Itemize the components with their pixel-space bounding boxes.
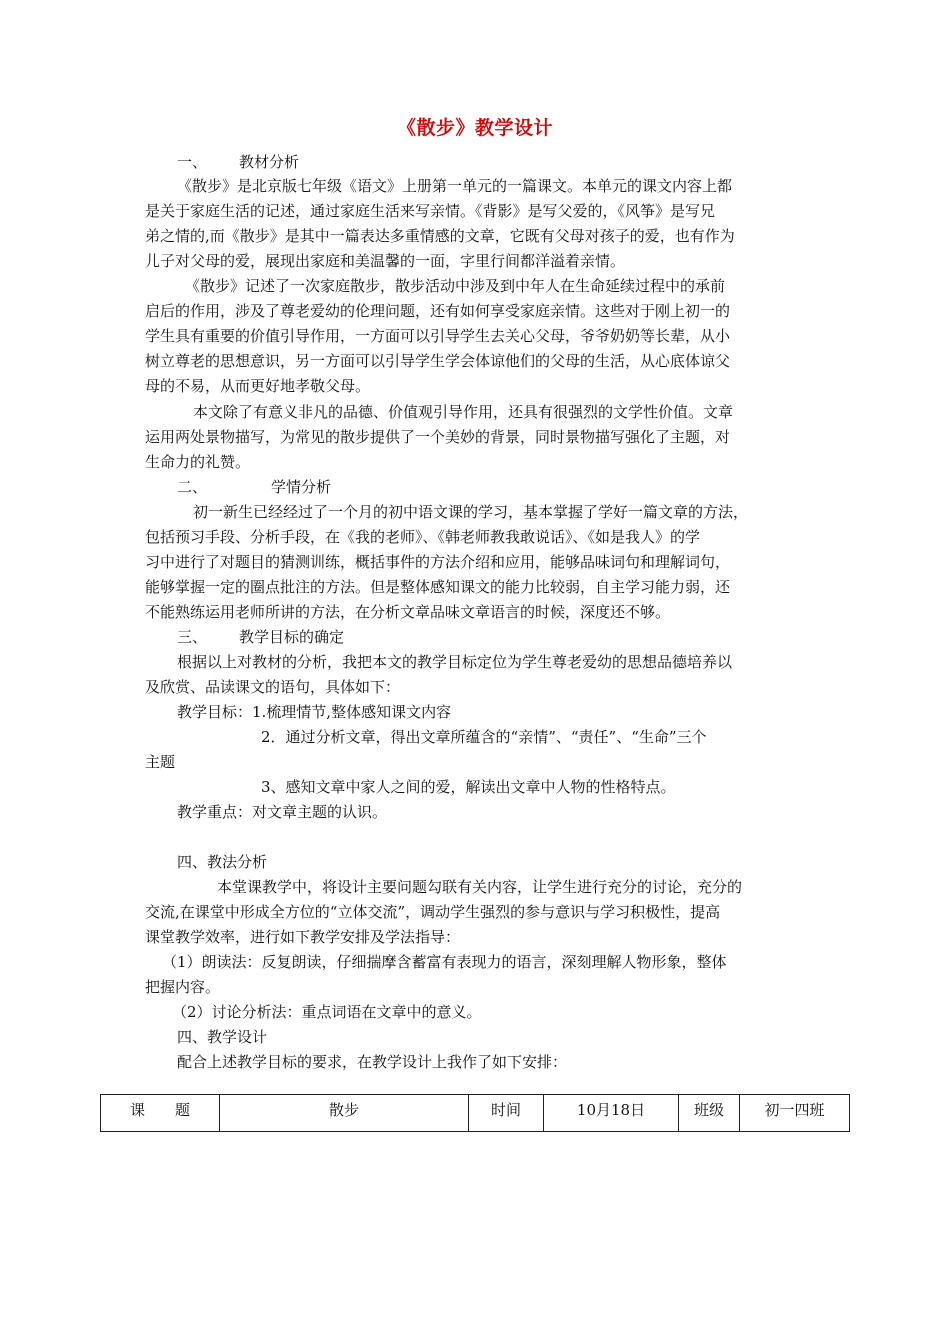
section-title: 教材分析 xyxy=(239,153,300,171)
table-cell-value: 散步 xyxy=(220,1095,469,1132)
paragraph-line: 初一新生已经经过了一个月的初中语文课的学习，基本掌握了学好一篇文章的方法， xyxy=(193,503,749,521)
paragraph-line: 能够掌握一定的圈点批注的方法。但是整体感知课文的能力比较弱，自主学习能力弱，还 xyxy=(145,578,731,596)
paragraph-line: 是关于家庭生活的记述，通过家庭生活来写亲情。《背影》是写父爱的，《风筝》是写兄 xyxy=(145,202,716,220)
method-item-1-cont: 把握内容。 xyxy=(145,978,221,996)
paragraph-line: 本堂课教学中，将设计主要问题勾联有关内容，让学生进行充分的讨论，充分的 xyxy=(217,878,743,896)
section-title: 教学目标的确定 xyxy=(239,628,345,646)
paragraph-line: 包括预习手段、分析手段，在《我的老师》、《韩老师教我敢说话》、《如是我人》的学 xyxy=(145,528,701,546)
section-heading-5: 四、教学设计 xyxy=(177,1028,268,1046)
section-heading-2 xyxy=(177,475,331,499)
paragraph-line: 学生具有重要的价值引导作用，一方面可以引导学生去关心父母，爷爷奶奶等长辈，从小 xyxy=(145,327,731,345)
paragraph-line: 母的不易，从而更好地孝敬父母。 xyxy=(145,377,371,395)
key-point: 教学重点：对文章主题的认识。 xyxy=(177,803,388,821)
section-number: 一、 xyxy=(177,153,208,171)
paragraph-line: 运用两处景物描写，为常见的散步提供了一个美妙的背景，同时景物描写强化了主题，对 xyxy=(145,428,731,446)
table-cell-label: 时间 xyxy=(469,1095,544,1132)
table-cell-label: 班级 xyxy=(679,1095,740,1132)
table-row xyxy=(101,1095,850,1132)
paragraph-line: 交流,在课堂中形成全方位的“立体交流”，调动学生强烈的参与意识与学习积极性，提高 xyxy=(145,903,721,921)
paragraph-line: 不能熟练运用老师所讲的方法，在分析文章品味文章语言的时候，深度还不够。 xyxy=(145,603,671,621)
lesson-info-table xyxy=(100,1094,850,1132)
goal-item-2: 2．通过分析文章，得出文章所蕴含的“亲情”、“责任”、“生命”三个 xyxy=(261,728,707,746)
paragraph-line: 启后的作用，涉及了尊老爱幼的伦理问题，还有如何享受家庭亲情。这些对于刚上初一的 xyxy=(145,302,731,320)
paragraph-line: 《散步》记述了一次家庭散步，散步活动中涉及到中年人在生命延续过程中的承前 xyxy=(185,277,726,295)
method-item-1: （1）朗读法：反复朗读，仔细揣摩含蓄富有表现力的语言，深刻理解人物形象，整体 xyxy=(162,953,727,971)
goal-item-2-cont: 主题 xyxy=(145,753,176,771)
section-heading-1 xyxy=(177,150,299,174)
goal-item-3: 3、感知文章中家人之间的爱，解读出文章中人物的性格特点。 xyxy=(261,778,676,796)
paragraph-line: 树立尊老的思想意识，另一方面可以引导学生学会体谅他们的父母的生活，从心底体谅父 xyxy=(145,352,731,370)
paragraph-line: 本文除了有意义非凡的品德、价值观引导作用，还具有很强烈的文学性价值。文章 xyxy=(193,403,734,421)
paragraph-line: 习中进行了对题目的猜测训练，概括事件的方法介绍和应用，能够品味词句和理解词句， xyxy=(145,553,731,571)
section-heading-4: 四、教法分析 xyxy=(177,853,268,871)
table-cell-label: 课 题 xyxy=(101,1095,220,1132)
section-number: 二、 xyxy=(177,478,208,496)
paragraph-line: 配合上述教学目标的要求，在教学设计上我作了如下安排： xyxy=(177,1053,568,1071)
paragraph-line: 及欣赏、品读课文的语句，具体如下： xyxy=(145,678,401,696)
section-heading-3 xyxy=(177,625,344,649)
table-cell-value: 10月18日 xyxy=(544,1095,679,1132)
method-item-2: （2）讨论分析法：重点词语在文章中的意义。 xyxy=(172,1003,482,1021)
paragraph-line: 生命力的礼赞。 xyxy=(145,453,251,471)
table-cell-value: 初一四班 xyxy=(740,1095,850,1132)
paragraph-line: 课堂教学效率，进行如下教学安排及学法指导： xyxy=(145,928,461,946)
paragraph-line: 弟之情的,而《散步》是其中一篇表达多重情感的文章，它既有父母对孩子的爱，也有作为 xyxy=(145,227,735,245)
goal-item-1: 教学目标：1.梳理情节,整体感知课文内容 xyxy=(177,703,452,721)
paragraph-line: 根据以上对教材的分析，我把本文的教学目标定位为学生尊老爱幼的思想品德培养以 xyxy=(177,653,733,671)
paragraph-line: 儿子对父母的爱，展现出家庭和美温馨的一面，字里行间都洋溢着亲情。 xyxy=(145,252,626,270)
page-title: 《散步》教学设计 xyxy=(396,117,553,139)
section-number: 三、 xyxy=(177,628,208,646)
paragraph-line: 《散步》是北京版七年级《语文》上册第一单元的一篇课文。本单元的课文内容上都 xyxy=(177,177,733,195)
section-title: 学情分析 xyxy=(271,478,332,496)
